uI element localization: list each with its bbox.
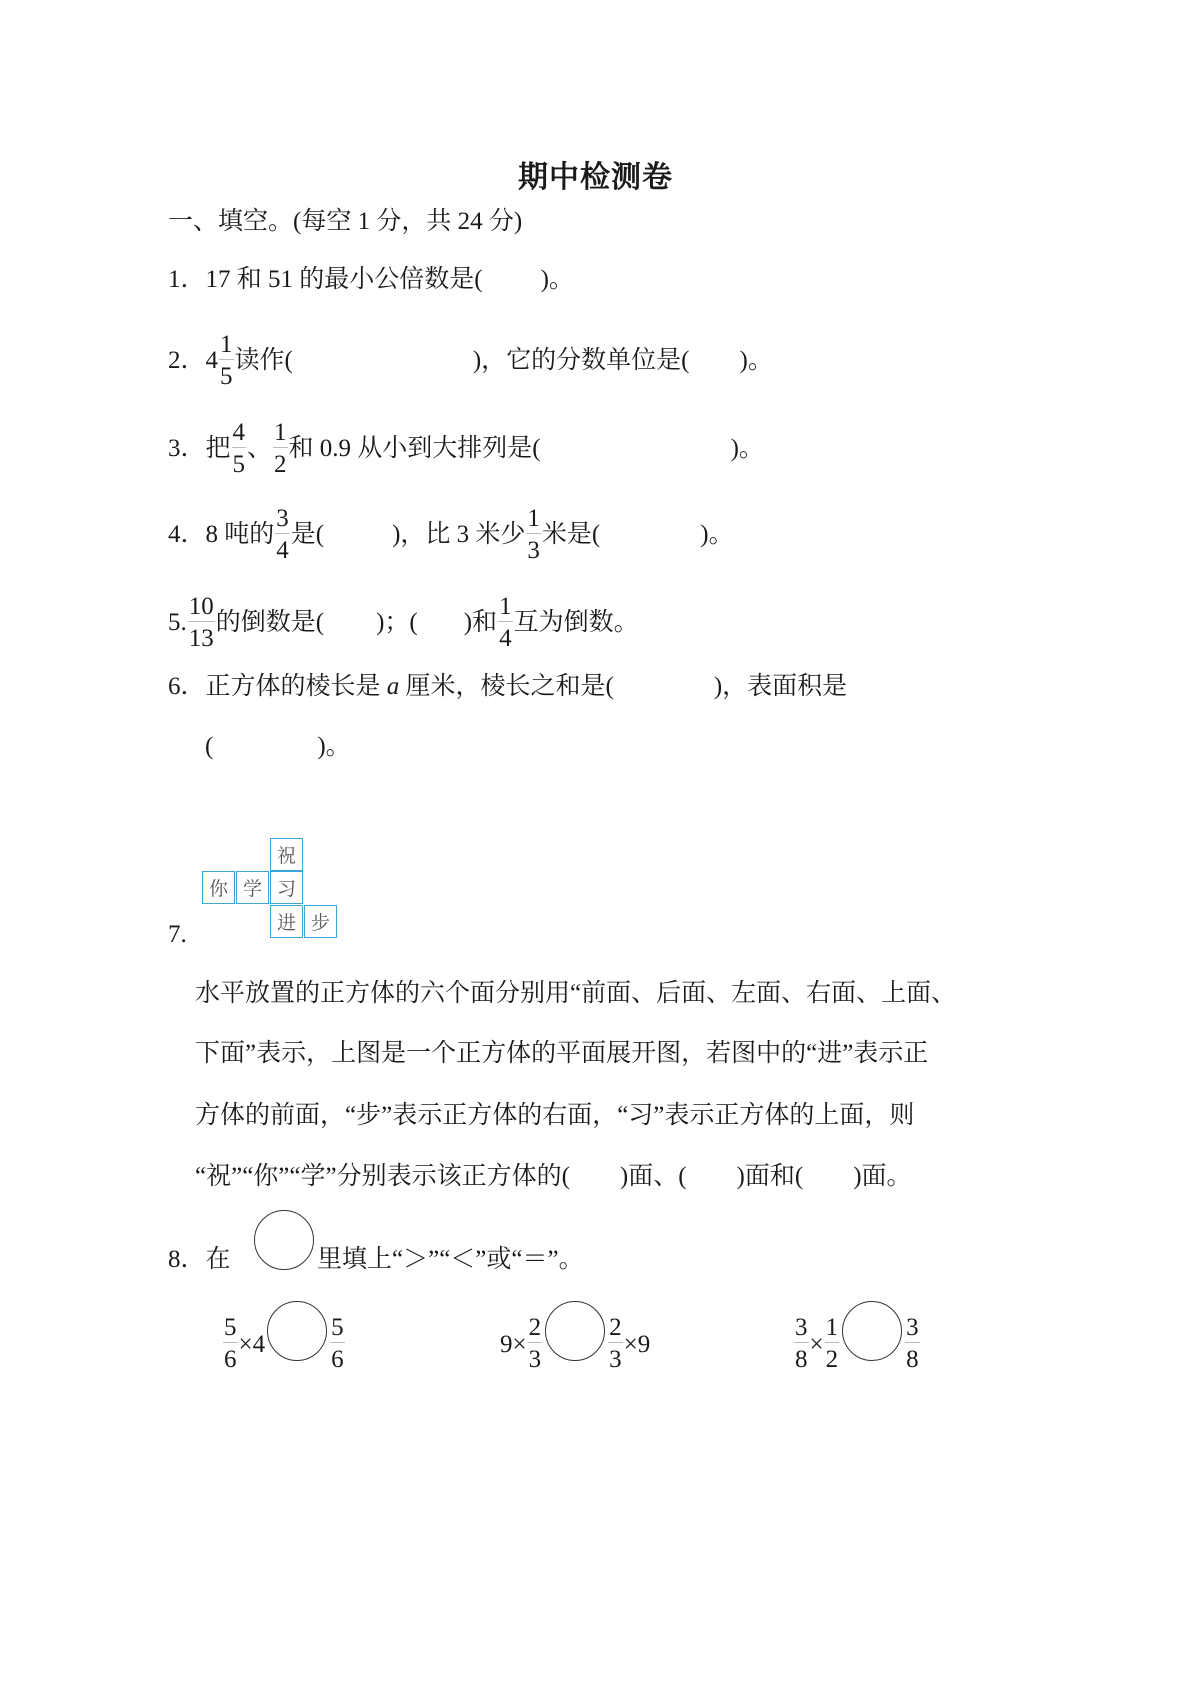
fraction: [825, 1315, 840, 1372]
q5-rest2: 互为倒数。: [513, 609, 639, 637]
q6-open: (: [205, 733, 214, 760]
operator: ×9: [623, 1331, 651, 1358]
net-cell-ni: 你: [202, 871, 235, 904]
section-heading: 一、填空。(每空 1 分，共 24 分): [168, 208, 523, 235]
numerator: 1: [825, 1313, 839, 1341]
q3-rest: 和 0.9 从小到大排列是(: [288, 435, 541, 463]
denominator: 5: [220, 363, 233, 390]
denominator: 3: [527, 537, 540, 564]
fraction: [223, 1315, 238, 1372]
fraction: [330, 1315, 345, 1372]
denominator: 13: [188, 625, 214, 652]
q1-close: )。: [540, 266, 574, 293]
fraction: [608, 1315, 623, 1372]
q4-fraction-1: [275, 506, 290, 563]
comparison-3: [793, 1305, 921, 1385]
denominator: 3: [528, 1345, 542, 1373]
question-1: [168, 263, 574, 297]
q3-fraction-1: [232, 420, 247, 477]
numerator: 2: [528, 1313, 542, 1341]
q4-fraction-2: [526, 506, 541, 563]
question-6-line2: [205, 730, 351, 764]
comparison-2: [500, 1305, 650, 1385]
q6-text1: 6．正方体的棱长是: [168, 673, 387, 700]
q2-fraction: [219, 332, 234, 389]
numerator: 3: [276, 505, 289, 532]
operator: ×: [809, 1331, 824, 1358]
q5-mid2: )和: [463, 609, 498, 637]
net-cell-jin: 进: [270, 905, 303, 938]
denominator: 2: [274, 451, 287, 478]
q2-read: 读作(: [234, 347, 293, 375]
q3-sep: 、: [247, 435, 273, 463]
question-3: [168, 419, 764, 479]
operator: 9×: [500, 1331, 527, 1358]
numerator: 4: [232, 419, 246, 446]
q7-line-1: 水平放置的正方体的六个面分别用“前面、后面、左面、右面、上面、: [195, 980, 957, 1007]
numerator: 10: [188, 593, 214, 620]
denominator: 6: [224, 1345, 237, 1373]
numerator: 5: [331, 1313, 344, 1341]
q2-prefix: 2．4: [168, 347, 219, 375]
q6-mid: )，表面积是: [713, 673, 848, 700]
denominator: 4: [276, 537, 289, 564]
operator: ×4: [238, 1331, 266, 1358]
q6-close: )。: [317, 733, 351, 760]
numerator: 1: [499, 593, 512, 620]
page-title: 期中检测卷: [518, 160, 673, 195]
numerator: 1: [527, 505, 540, 532]
numerator: 1: [274, 419, 287, 446]
numerator: 3: [795, 1313, 808, 1341]
question-6: [168, 670, 847, 704]
numerator: 2: [609, 1313, 622, 1341]
q4-mid: )，比 3 米少: [392, 521, 526, 549]
q3-close: )。: [730, 435, 764, 463]
numerator: 1: [220, 331, 233, 358]
q4-rest: 米是(: [541, 521, 601, 549]
denominator: 8: [906, 1345, 919, 1373]
q5-fraction-2: [498, 594, 513, 651]
q6-text2: 厘米，棱长之和是(: [399, 673, 614, 700]
q2-mid: )，它的分数单位是(: [472, 347, 690, 375]
fraction: [794, 1315, 809, 1372]
q1-text: 1．17 和 51 的最小公倍数是(: [168, 266, 483, 293]
q7-line-4: “祝”“你”“学”分别表示该正方体的( )面、( )面和( )面。: [195, 1163, 912, 1190]
denominator: 2: [825, 1345, 839, 1373]
denominator: 3: [609, 1345, 622, 1373]
q2-close: )。: [739, 347, 773, 375]
q7-line-2: 下面”表示，上图是一个正方体的平面展开图，若图中的“进”表示正: [195, 1040, 929, 1067]
q5-fraction-1: [188, 594, 215, 651]
denominator: 5: [232, 451, 246, 478]
q7-number: 7.: [168, 921, 187, 948]
q3-fraction-2: [273, 420, 288, 477]
net-cell-bu: 步: [304, 905, 337, 938]
fraction: [905, 1315, 920, 1372]
net-cell-zhu: 祝: [270, 838, 303, 871]
q8-prefix: 8．在: [168, 1246, 231, 1273]
question-8: [168, 1243, 231, 1277]
comparison-1: [222, 1305, 346, 1385]
q7-line-3: 方体的前面，“步”表示正方体的右面，“习”表示正方体的上面，则: [195, 1102, 915, 1129]
circle-icon: [254, 1210, 314, 1270]
q5-rest1: 的倒数是(: [215, 609, 325, 637]
denominator: 6: [331, 1345, 344, 1373]
fraction: [528, 1315, 543, 1372]
q8-instruction: 里填上“＞”“＜”或“＝”。: [317, 1246, 584, 1273]
comparison-answer-circle[interactable]: [545, 1301, 605, 1361]
q6-variable: a: [386, 673, 400, 700]
denominator: 8: [795, 1345, 808, 1373]
net-cell-xi: 习: [270, 871, 303, 904]
question-2: [168, 331, 773, 391]
comparison-answer-circle[interactable]: [267, 1301, 327, 1361]
comparison-answer-circle[interactable]: [842, 1301, 902, 1361]
question-4: [168, 505, 734, 565]
cube-net-diagram: [202, 838, 372, 942]
numerator: 5: [224, 1313, 237, 1341]
q4-prefix: 4．8 吨的: [168, 521, 275, 549]
net-cell-xue: 学: [236, 871, 269, 904]
numerator: 3: [906, 1313, 919, 1341]
q4-close: )。: [700, 521, 734, 549]
q4-is: 是(: [290, 521, 325, 549]
q5-prefix: 5.: [168, 609, 187, 637]
q5-mid: )；(: [376, 609, 418, 637]
question-5: [168, 593, 639, 653]
denominator: 4: [499, 625, 512, 652]
q3-prefix: 3．把: [168, 435, 231, 463]
